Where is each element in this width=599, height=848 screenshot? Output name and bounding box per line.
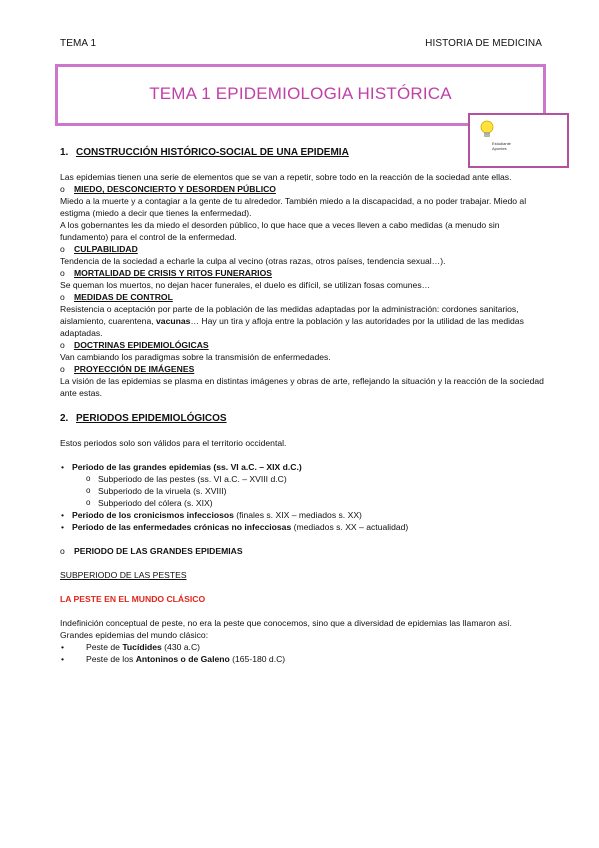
subheading-subperiodo-pestes: SUBPERIODO DE LAS PESTES [60, 570, 187, 580]
subheading-medidas: o MEDIDAS DE CONTROL [60, 291, 544, 303]
section-1-intro: Las epidemias tienen una serie de elementos que se van a repetir, sobre todo en la reacción de la sociedad ante ellas. [60, 172, 512, 182]
paragraph: La visión de las epidemias se plasma en distintas imágenes y obras de arte, reflejando la situación y la reacción de la sociedad ante estas. [60, 376, 544, 398]
paragraph: Resistencia o aceptación por parte de la población de las medidas adaptadas por la administración: cordones sanitarios, aislamiento, cuarentena, vacunas… Hay un tira y afloja entre la población y las autoridades por la utilidad de las medidas adaptadas. [60, 304, 524, 338]
section-1-heading: 1. CONSTRUCCIÓN HISTÓRICO-SOCIAL DE UNA EPIDEMIA [60, 147, 349, 158]
section-2-heading: 2. PERIODOS EPIDEMIOLÓGICOS [60, 413, 227, 424]
red-heading: LA PESTE EN EL MUNDO CLÁSICO [60, 594, 206, 604]
paragraph: Van cambiando los paradigmas sobre la transmisión de enfermedades. [60, 352, 331, 362]
paragraph: Se queman los muertos, no dejan hacer funerales, el duelo es difícil, se utilizan fosas comunes… [60, 280, 431, 290]
running-header-left: TEMA 1 [60, 38, 97, 49]
running-header-right: HISTORIA DE MEDICINA [425, 38, 542, 49]
paragraph: A los gobernantes les da miedo el desorden público, lo que hace que a veces lleven a cabo medidas (a menudo sin fundamento) para el control de la enfermedad. [60, 220, 500, 242]
subheading-mortalidad: o MORTALIDAD DE CRISIS Y RITOS FUNERARIOS [60, 267, 544, 279]
list-item: o Subperiodo de la viruela (s. XVIII) [60, 485, 544, 497]
list-item: • Periodo de los cronicismos infecciosos (finales s. XIX – mediados s. XX) [60, 509, 544, 521]
subheading-doctrinas: o DOCTRINAS EPIDEMIOLÓGICAS [60, 339, 544, 351]
page-title: TEMA 1 EPIDEMIOLOGIA HISTÓRICA [149, 84, 452, 103]
list-item: • Peste de los Antoninos o de Galeno (165-180 d.C) [60, 653, 544, 665]
list-item: • Periodo de las grandes epidemias (ss. VI a.C. – XIX d.C.) [60, 461, 544, 473]
paragraph: Indefinición conceptual de peste, no era la peste que conocemos, sino que a diversidad de epidemias las llamaron así. Grandes epidemias del mundo clásico: [60, 618, 512, 640]
logo-text: Estudiante Apuntes [492, 141, 511, 151]
subheading-grandes-epidemias: o PERIODO DE LAS GRANDES EPIDEMIAS [60, 545, 544, 557]
subheading-proyeccion: o PROYECCIÓN DE IMÁGENES [60, 363, 544, 375]
section-2-intro: Estos periodos solo son válidos para el territorio occidental. [60, 438, 287, 448]
paragraph: Miedo a la muerte y a contagiar a la gente de tu alrededor. También miedo a la discapacidad, a no poder trabajar. Miedo al estigma (miedo a decir que tienes la enfermedad). [60, 196, 527, 218]
list-item: • Peste de Tucídides (430 a.C) [60, 641, 544, 653]
document-body [60, 145, 544, 665]
subheading-culpabilidad: o CULPABILIDAD [60, 243, 544, 255]
paragraph: Tendencia de la sociedad a echarle la culpa al vecino (otras razas, otros países, tendencia sexual…). [60, 256, 446, 266]
list-item: o Subperiodo de las pestes (ss. VI a.C. – XVIII d.C) [60, 473, 544, 485]
lightbulb-icon [480, 120, 494, 140]
list-item: • Periodo de las enfermedades crónicas no infecciosas (mediados s. XX – actualidad) [60, 521, 544, 533]
subheading-miedo: o MIEDO, DESCONCIERTO Y DESORDEN PÚBLICO [60, 183, 544, 195]
list-item: o Subperiodo del cólera (s. XIX) [60, 497, 544, 509]
